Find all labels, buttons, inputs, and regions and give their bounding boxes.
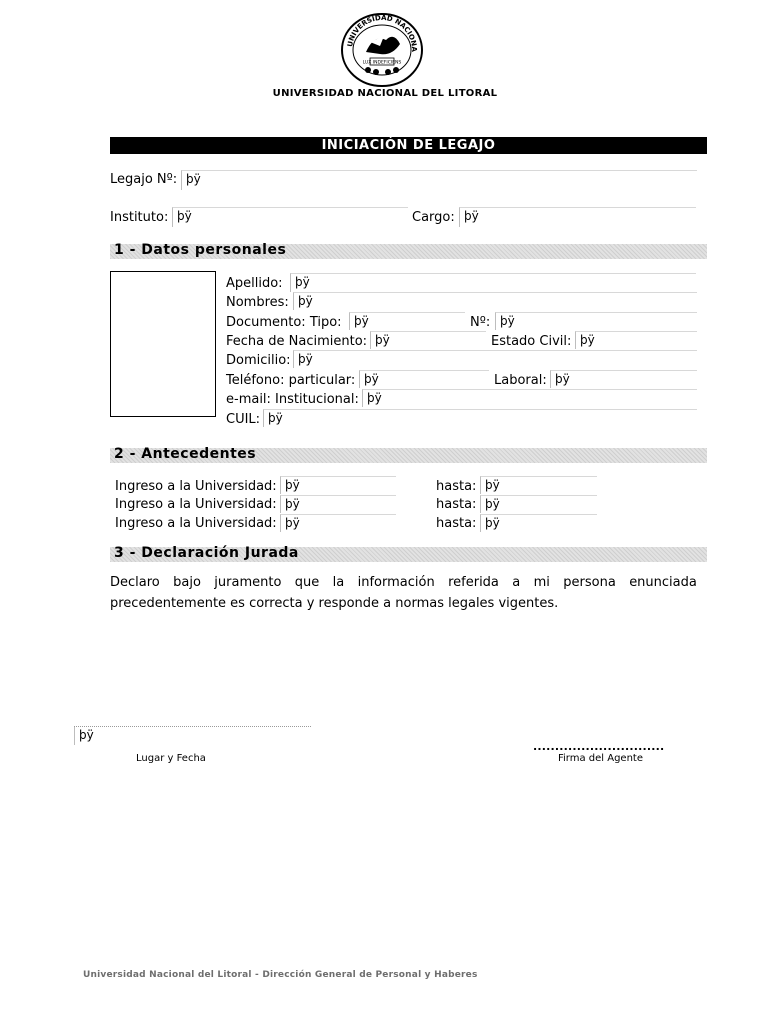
nombres-label: Nombres:	[226, 295, 289, 310]
form-title: INICIACIÓN DE LEGAJO	[321, 138, 496, 153]
estado-civil-field[interactable]: þÿ	[575, 331, 697, 349]
university-seal	[340, 12, 424, 88]
section-3-bar	[110, 547, 707, 562]
instituto-label: Instituto:	[110, 210, 169, 225]
apellido-field[interactable]: þÿ	[290, 273, 696, 292]
cargo-field[interactable]: þÿ	[459, 207, 696, 227]
documento-label: Documento: Tipo:	[226, 315, 342, 330]
section-2-bar	[110, 448, 707, 463]
hasta-label-2: hasta:	[436, 497, 477, 512]
declaration-word: persona	[563, 575, 616, 590]
legajo-label: Legajo Nº:	[110, 172, 178, 187]
numero-field[interactable]: þÿ	[495, 312, 697, 330]
domicilio-field[interactable]: þÿ	[293, 350, 697, 368]
lugar-fecha-label: Lugar y Fecha	[136, 753, 206, 764]
seal-motto: LUX INDEFICIENS	[362, 60, 402, 66]
section-1-bar	[110, 244, 707, 259]
section-3-title: 3 - Declaración Jurada	[114, 545, 299, 561]
declaration-word: a	[512, 575, 521, 590]
telefono-field[interactable]: þÿ	[359, 370, 489, 388]
footer-text: Universidad Nacional del Litoral - Dirección General de Personal y Haberes	[83, 970, 478, 980]
section-2-title: 2 - Antecedentes	[114, 446, 257, 462]
telefono-label: Teléfono: particular:	[226, 373, 356, 388]
lugar-fecha-field[interactable]: þÿ	[74, 727, 311, 745]
declaration-word: referida	[448, 575, 499, 590]
declaration-word: que	[294, 575, 320, 590]
email-label: e-mail: Institucional:	[226, 392, 359, 407]
declaration-word: juramento	[214, 575, 282, 590]
fecha-nacimiento-field[interactable]: þÿ	[370, 331, 486, 349]
ingreso-field-3[interactable]: þÿ	[280, 514, 396, 532]
ingreso-label-1: Ingreso a la Universidad:	[115, 479, 277, 494]
declaration-word: la	[332, 575, 345, 590]
domicilio-label: Domicilio:	[226, 353, 291, 368]
cuil-label: CUIL:	[226, 412, 261, 427]
documento-tipo-field[interactable]: þÿ	[349, 312, 465, 330]
laboral-field[interactable]: þÿ	[550, 370, 697, 388]
legajo-field[interactable]: þÿ	[181, 170, 697, 190]
instituto-field[interactable]: þÿ	[172, 207, 408, 227]
hasta-field-1[interactable]: þÿ	[480, 476, 597, 494]
declaration-word: mi	[533, 575, 550, 590]
numero-label: Nº:	[470, 315, 491, 330]
hasta-field-3[interactable]: þÿ	[480, 514, 597, 532]
ingreso-label-3: Ingreso a la Universidad:	[115, 516, 277, 531]
estado-civil-label: Estado Civil:	[491, 334, 572, 349]
hasta-label-1: hasta:	[436, 479, 477, 494]
hasta-field-2[interactable]: þÿ	[480, 495, 597, 513]
laboral-label: Laboral:	[494, 373, 547, 388]
ingreso-field-1[interactable]: þÿ	[280, 476, 396, 494]
photo-box	[110, 271, 216, 417]
ingreso-label-2: Ingreso a la Universidad:	[115, 497, 277, 512]
declaration-word: enunciada	[629, 575, 697, 590]
declaration-word: bajo	[173, 575, 201, 590]
firma-dots: ..............................	[533, 740, 665, 753]
apellido-label: Apellido:	[226, 276, 283, 291]
declaration-word: Declaro	[110, 575, 160, 590]
email-field[interactable]: þÿ	[362, 389, 697, 407]
university-name: UNIVERSIDAD NACIONAL DEL LITORAL	[272, 88, 498, 99]
nombres-field[interactable]: þÿ	[293, 292, 697, 310]
seal-text: UNIVERSIDAD NACIONA	[346, 13, 419, 52]
cuil-field[interactable]: þÿ	[263, 409, 697, 427]
declaration-line-2: precedentemente es correcta y responde a normas legales vigentes.	[110, 596, 559, 611]
hasta-label-3: hasta:	[436, 516, 477, 531]
section-1-title: 1 - Datos personales	[114, 242, 287, 258]
firma-label: Firma del Agente	[558, 753, 643, 764]
declaration-line-1	[110, 575, 697, 591]
ingreso-field-2[interactable]: þÿ	[280, 495, 396, 513]
fecha-nacimiento-label: Fecha de Nacimiento:	[226, 334, 368, 349]
cargo-label: Cargo:	[412, 210, 455, 225]
declaration-word: información	[357, 575, 435, 590]
